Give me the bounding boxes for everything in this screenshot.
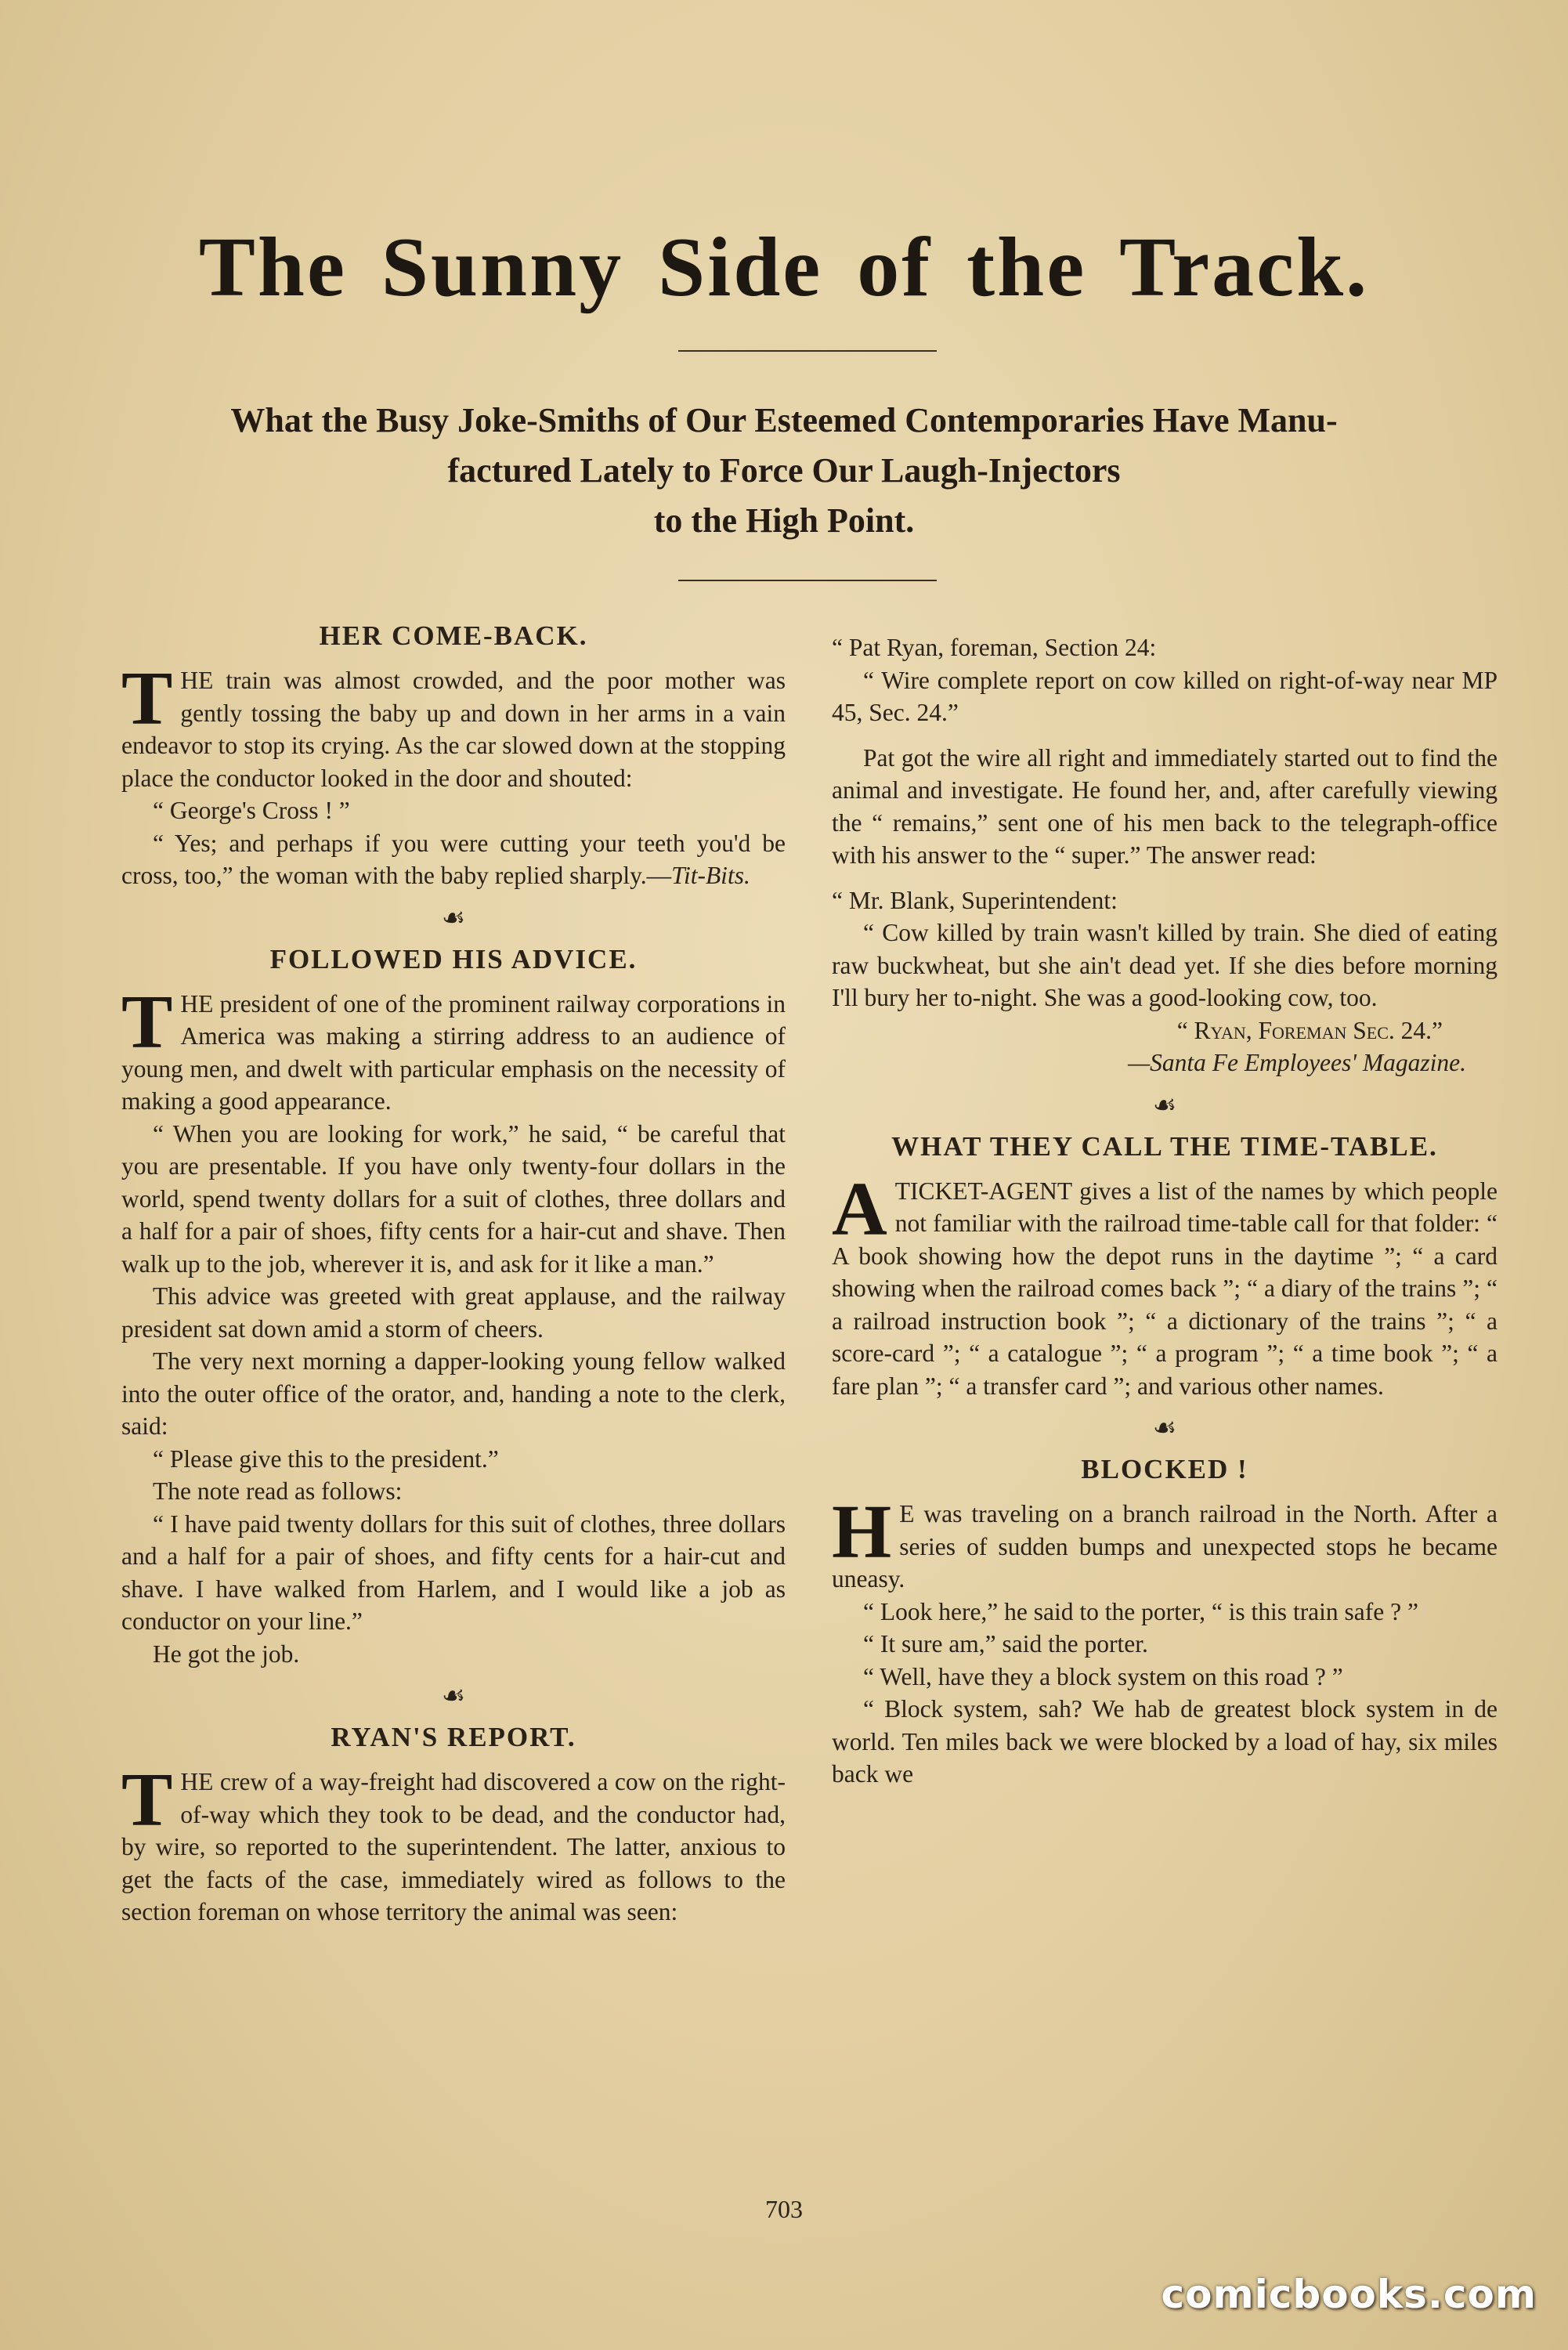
story-paragraph: “ George's Cross ! ” — [153, 797, 350, 824]
watermark: comicbooks.com — [1161, 2272, 1537, 2317]
subtitle-line: factured Lately to Force Our Laugh-Injectors — [447, 451, 1121, 490]
story-paragraph: “ Well, have they a block system on this road ? ” — [863, 1662, 1343, 1690]
story-heading: WHAT THEY CALL THE TIME-TABLE. — [891, 1130, 1438, 1162]
story-heading: RYAN'S REPORT. — [331, 1722, 576, 1752]
source-credit: Tit-Bits. — [671, 862, 750, 889]
story-paragraph: H E was traveling on a branch railroad in the North. After a series of sudden bumps and unexpected stops he became uneasy. — [832, 1490, 1498, 1593]
story-paragraph: This advice was greeted with great applause, and the railway president sat down amid a storm of cheers. — [121, 1282, 786, 1343]
telegram-address: “ Mr. Blank, Superintendent: — [832, 886, 1118, 914]
story-heading: FOLLOWED HIS ADVICE. — [269, 943, 638, 974]
right-column — [832, 619, 1498, 1791]
telegram-body: “ Cow killed by train wasn't killed by train. She died of eating raw buckwheat, but she ain't dead yet. If she dies before morning I'll bury her to-night. She was a good-looking cow, too. — [832, 919, 1498, 1011]
story-heading: HER COME-BACK. — [319, 620, 588, 651]
story-heading: BLOCKED ! — [1081, 1454, 1248, 1484]
story-paragraph: “ Please give this to the president.” — [153, 1444, 499, 1473]
source-credit: —Santa Fe Employees' Magazine. — [1128, 1049, 1466, 1076]
story-paragraph: The note read as follows: — [153, 1477, 403, 1505]
story-paragraph: He got the job. — [153, 1640, 300, 1668]
story-paragraph: Pat got the wire all right and immediately started out to find the animal and investigate. He found her, and, after carefully viewing the “ remains,” sent one of his men back to the telegraph-office with his answer to the “ super.” The answer read: — [832, 743, 1498, 869]
story-paragraph: “ Block system, sah? We hab de greatest block system in de world. Ten miles back we were blocked by a load of hay, six miles back we — [832, 1695, 1498, 1788]
drop-cap: A — [832, 1166, 887, 1252]
story-paragraph: THE train was almost crowded, and the poor mother was gently tossing the baby up and down in her arms in a vain endeavor to stop its crying. As the car slowed down at the stopping place the conductor looked in the door and shouted: — [121, 656, 786, 792]
story-paragraph: The very next morning a dapper-looking young fellow walked into the outer office of the orator, and, handing a note to the clerk, said: — [121, 1347, 786, 1440]
drop-cap: H — [832, 1490, 892, 1574]
subtitle-rule — [678, 580, 937, 581]
page-title: The Sunny Side of the Track. — [198, 221, 1370, 314]
drop-cap: T — [121, 979, 173, 1065]
story-paragraph: “ It sure am,” said the porter. — [863, 1630, 1148, 1658]
ornament-divider: ☙ — [441, 903, 466, 933]
page-number: 703 — [765, 2195, 803, 2223]
subtitle-line: to the High Point. — [653, 501, 915, 540]
drop-cap: T — [121, 656, 173, 741]
story-paragraph: “ Look here,” he said to the porter, “ is this train safe ? ” — [863, 1597, 1418, 1625]
telegram-body: “ Wire complete report on cow killed on right-of-way near MP 45, Sec. 24.” — [832, 666, 1498, 726]
title-rule — [678, 350, 937, 352]
ornament-divider: ☙ — [1152, 1414, 1177, 1443]
left-column — [121, 619, 786, 1929]
story-paragraph: “ When you are looking for work,” he said, “ be careful that you are presentable. If you have only twenty-four dollars in the world, spend twenty dollars for a suit of clothes, three dollars and a half for a pair of shoes, fifty cents for a hair-cut and shave. Then walk up to the job, wherever it is, and ask for it like a man.” — [121, 1119, 786, 1278]
story-paragraph: ATICKET-AGENT gives a list of the names by which people not familiar with the railroad time-table call for that folder: “ A book showing how the depot runs in the daytime ”; “ a card showing when the railroad comes back ”; “ a diary of the trains ”; “ a railroad instruction book ”; “ a dictionary of the trains ”; “ a score-card ”; “ a catalogue ”; “ a program ”; “ a time book ”; “ a fare plan ”; “ a transfer card ”; and various other names. — [832, 1166, 1498, 1400]
subtitle-line: What the Busy Joke-Smiths of Our Esteemed Contemporaries Have Manu- — [230, 401, 1338, 439]
telegram-signature: “ Ryan, Foreman Sec. 24.” — [1176, 1016, 1443, 1044]
story-paragraph: THE president of one of the prominent railway corporations in America was making a stirring address to an audience of young men, and dwelt with particular emphasis on the necessity of making a good appearance. — [121, 979, 786, 1115]
story-paragraph: THE crew of a way-freight had discovered a cow on the right-of-way which they took to be dead, and the conductor had, by wire, so reported to the superintendent. The latter, anxious to get the facts of the case, immediately wired as follows to the section foreman on whose territory the animal was seen: — [121, 1758, 786, 1925]
page-subtitle — [117, 396, 1451, 546]
story-paragraph: “ Yes; and perhaps if you were cutting your teeth you'd be cross, too,” the woman with the baby replied sharply.—Tit-Bits. — [121, 829, 786, 889]
telegram-address: “ Pat Ryan, foreman, Section 24: — [832, 634, 1157, 661]
story-paragraph: “ I have paid twenty dollars for this suit of clothes, three dollars and a half for a pair of shoes, and fifty cents for a hair-cut and shave. I have walked from Harlem, and I would like a job as conductor on your line.” — [121, 1509, 786, 1635]
drop-cap: T — [121, 1758, 173, 1842]
ornament-divider: ☙ — [1152, 1090, 1177, 1120]
ornament-divider: ☙ — [441, 1682, 466, 1711]
